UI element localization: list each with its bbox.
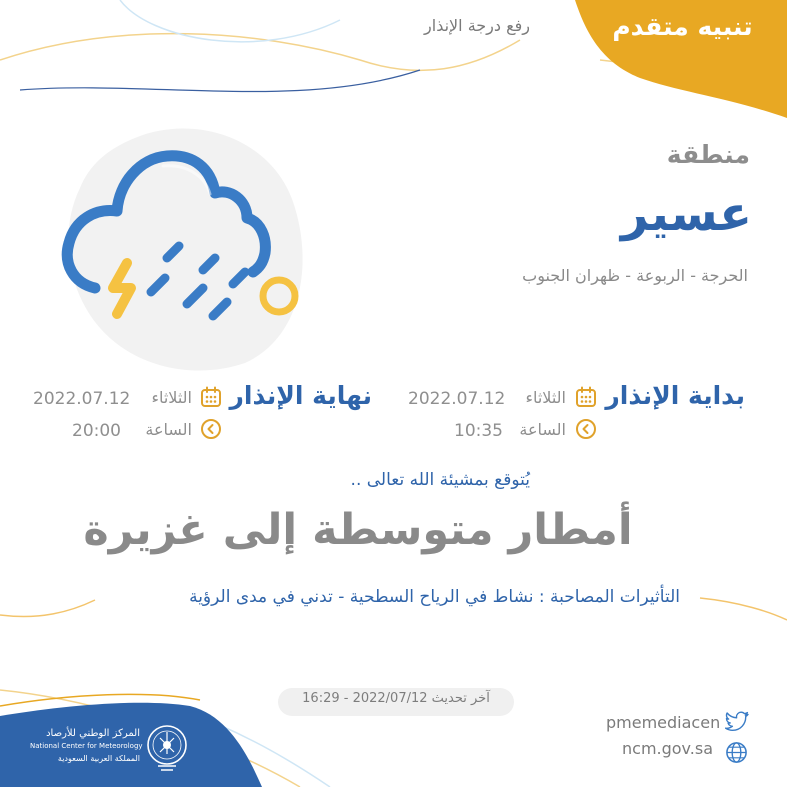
ncm-emblem-icon xyxy=(146,724,188,772)
weather-icon-area xyxy=(55,118,315,378)
forecast-intro: يُتوقع بمشيئة الله تعالى .. xyxy=(350,470,530,490)
region-name: عسير xyxy=(620,186,752,242)
twitter-icon[interactable] xyxy=(725,711,749,733)
warning-start-time: 10:35 xyxy=(454,421,503,441)
forecast-impacts: التأثيرات المصاحبة : نشاط في الرياح السطحية - تدني في مدى الرؤية xyxy=(189,587,680,607)
calendar-icon xyxy=(200,386,222,408)
last-updated-text: آخر تحديث 2022/07/12 - 16:29 xyxy=(302,691,490,706)
forecast-headline: أمطار متوسطة إلى غزيرة xyxy=(83,505,633,555)
calendar-icon xyxy=(575,386,597,408)
affected-areas: الحرجة - الربوعة - ظهران الجنوب xyxy=(522,266,748,285)
warning-start-title: بداية الإنذار xyxy=(605,381,745,410)
raise-warning-label: رفع درجة الإنذار xyxy=(424,16,530,35)
warning-end-time: 20:00 xyxy=(72,421,121,441)
warning-end-day: الثلاثاء xyxy=(151,388,192,407)
org-country-arabic: المملكة العربية السعودية xyxy=(57,754,140,763)
warning-start-time-label: الساعة xyxy=(519,420,566,439)
warning-start-date: 2022.07.12 xyxy=(408,389,506,409)
clock-arrow-icon xyxy=(575,418,597,440)
website-link[interactable]: ncm.gov.sa xyxy=(622,739,714,758)
warning-end-title: نهاية الإنذار xyxy=(229,381,372,410)
clock-arrow-icon xyxy=(200,418,222,440)
alert-level-badge: تنبيه متقدم xyxy=(612,12,753,41)
twitter-handle[interactable]: pmemediacen xyxy=(606,713,721,732)
warning-start-day: الثلاثاء xyxy=(525,388,566,407)
region-label: منطقة xyxy=(666,140,750,169)
warning-end-time-label: الساعة xyxy=(145,420,192,439)
globe-icon[interactable] xyxy=(725,741,748,764)
org-name-english: National Center for Meteorology xyxy=(30,742,143,750)
org-name-arabic: المركز الوطني للأرصاد xyxy=(46,728,140,739)
warning-end-date: 2022.07.12 xyxy=(33,389,131,409)
